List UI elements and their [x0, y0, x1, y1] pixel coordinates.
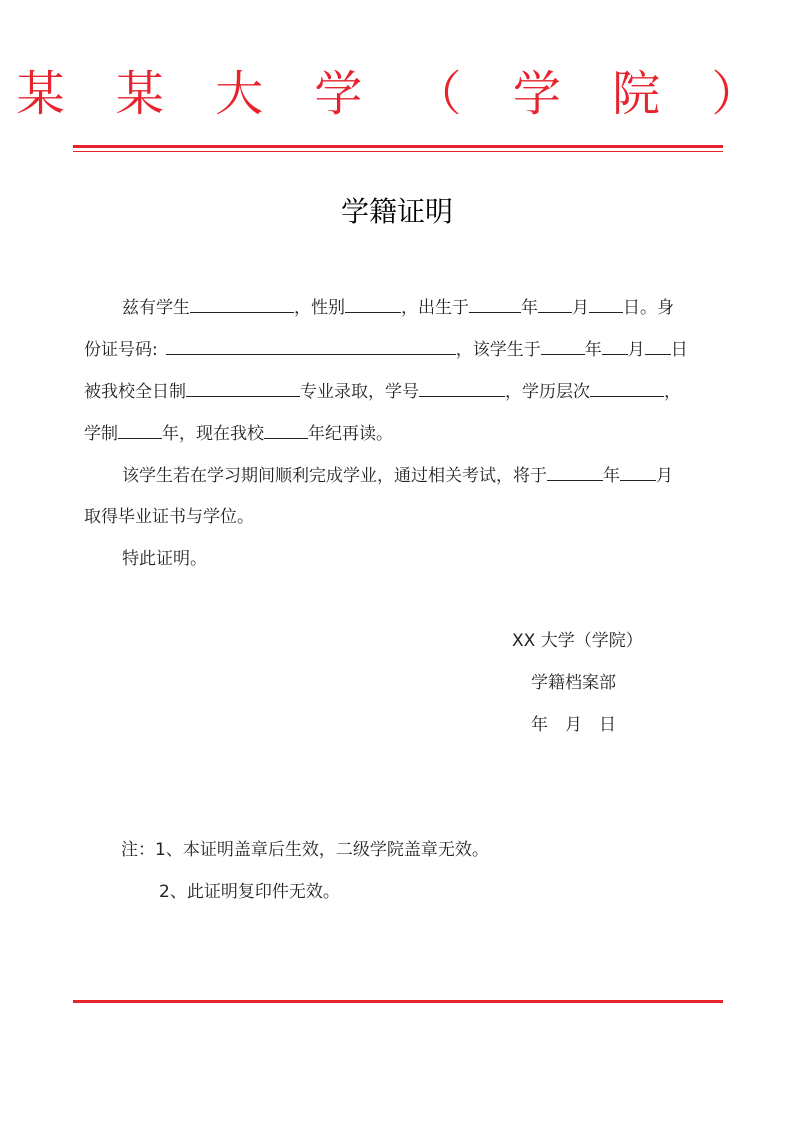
header-rule-thick [73, 145, 723, 148]
text-segment: 该学生若在学习期间顺利完成学业，通过相关考试，将于 [122, 466, 547, 486]
birth-day-blank[interactable] [589, 294, 623, 313]
student-id-blank[interactable] [419, 378, 505, 397]
text-segment: 被我校全日制 [84, 382, 186, 402]
note-1: 注：1、本证明盖章后生效，二级学院盖章无效。 [121, 840, 489, 860]
enroll-month-blank[interactable] [602, 336, 628, 355]
text-segment: 份证号码: [84, 340, 158, 360]
major-blank[interactable] [186, 378, 300, 397]
text-segment: 年，现在我校 [162, 424, 264, 444]
enroll-year-blank[interactable] [541, 336, 585, 355]
text-segment: 学制 [84, 424, 118, 444]
birth-month-blank[interactable] [538, 294, 572, 313]
text-segment: ，学历层次 [505, 382, 590, 402]
document-title: 学籍证明 [340, 195, 453, 228]
signature-org: XX 大学（学院） [512, 631, 643, 651]
text-segment: ，性别 [294, 298, 345, 318]
header-rule-thin [73, 151, 723, 152]
paragraph-2-line-1 [122, 462, 673, 489]
text-segment: 月 [572, 298, 589, 318]
signature-date: 年 月 日 [531, 715, 616, 735]
paragraph-1-line-2 [84, 336, 688, 363]
text-segment: ， [664, 382, 681, 402]
text-segment: 日 [670, 340, 688, 360]
text-segment: 日。身 [623, 298, 674, 318]
id-number-blank[interactable] [166, 336, 456, 355]
footer-rule [73, 1000, 723, 1003]
text-segment: 年纪再读。 [308, 424, 393, 444]
paragraph-1-line-4 [84, 420, 393, 447]
program-length-blank[interactable] [118, 420, 162, 439]
text-segment: 专业录取，学号 [300, 382, 419, 402]
note-2: 2、此证明复印件无效。 [159, 882, 340, 902]
paragraph-2-line-2 [84, 504, 254, 530]
paragraph-3 [122, 546, 207, 572]
student-name-blank[interactable] [190, 294, 294, 313]
text-segment: 特此证明。 [122, 549, 207, 569]
current-grade-blank[interactable] [264, 420, 308, 439]
degree-level-blank[interactable] [590, 378, 664, 397]
text-segment: ，该学生于 [455, 340, 541, 360]
gender-blank[interactable] [345, 294, 401, 313]
text-segment: ，出生于 [401, 298, 469, 318]
text-segment: 兹有学生 [122, 298, 190, 318]
text-segment: 月 [627, 340, 645, 360]
text-segment: 年 [584, 340, 602, 360]
graduation-month-blank[interactable] [620, 462, 656, 481]
paragraph-1-line-3 [84, 378, 681, 405]
header-title: 某 某 大 学 （ 学 院 ） [16, 66, 778, 122]
signature-dept: 学籍档案部 [531, 673, 616, 693]
text-segment: 月 [656, 466, 673, 486]
text-segment: 取得毕业证书与学位。 [84, 507, 254, 527]
text-segment: 年 [603, 466, 620, 486]
graduation-year-blank[interactable] [547, 462, 603, 481]
enroll-day-blank[interactable] [645, 336, 671, 355]
text-segment: 年 [521, 298, 538, 318]
paragraph-1-line-1 [122, 294, 674, 321]
birth-year-blank[interactable] [469, 294, 521, 313]
